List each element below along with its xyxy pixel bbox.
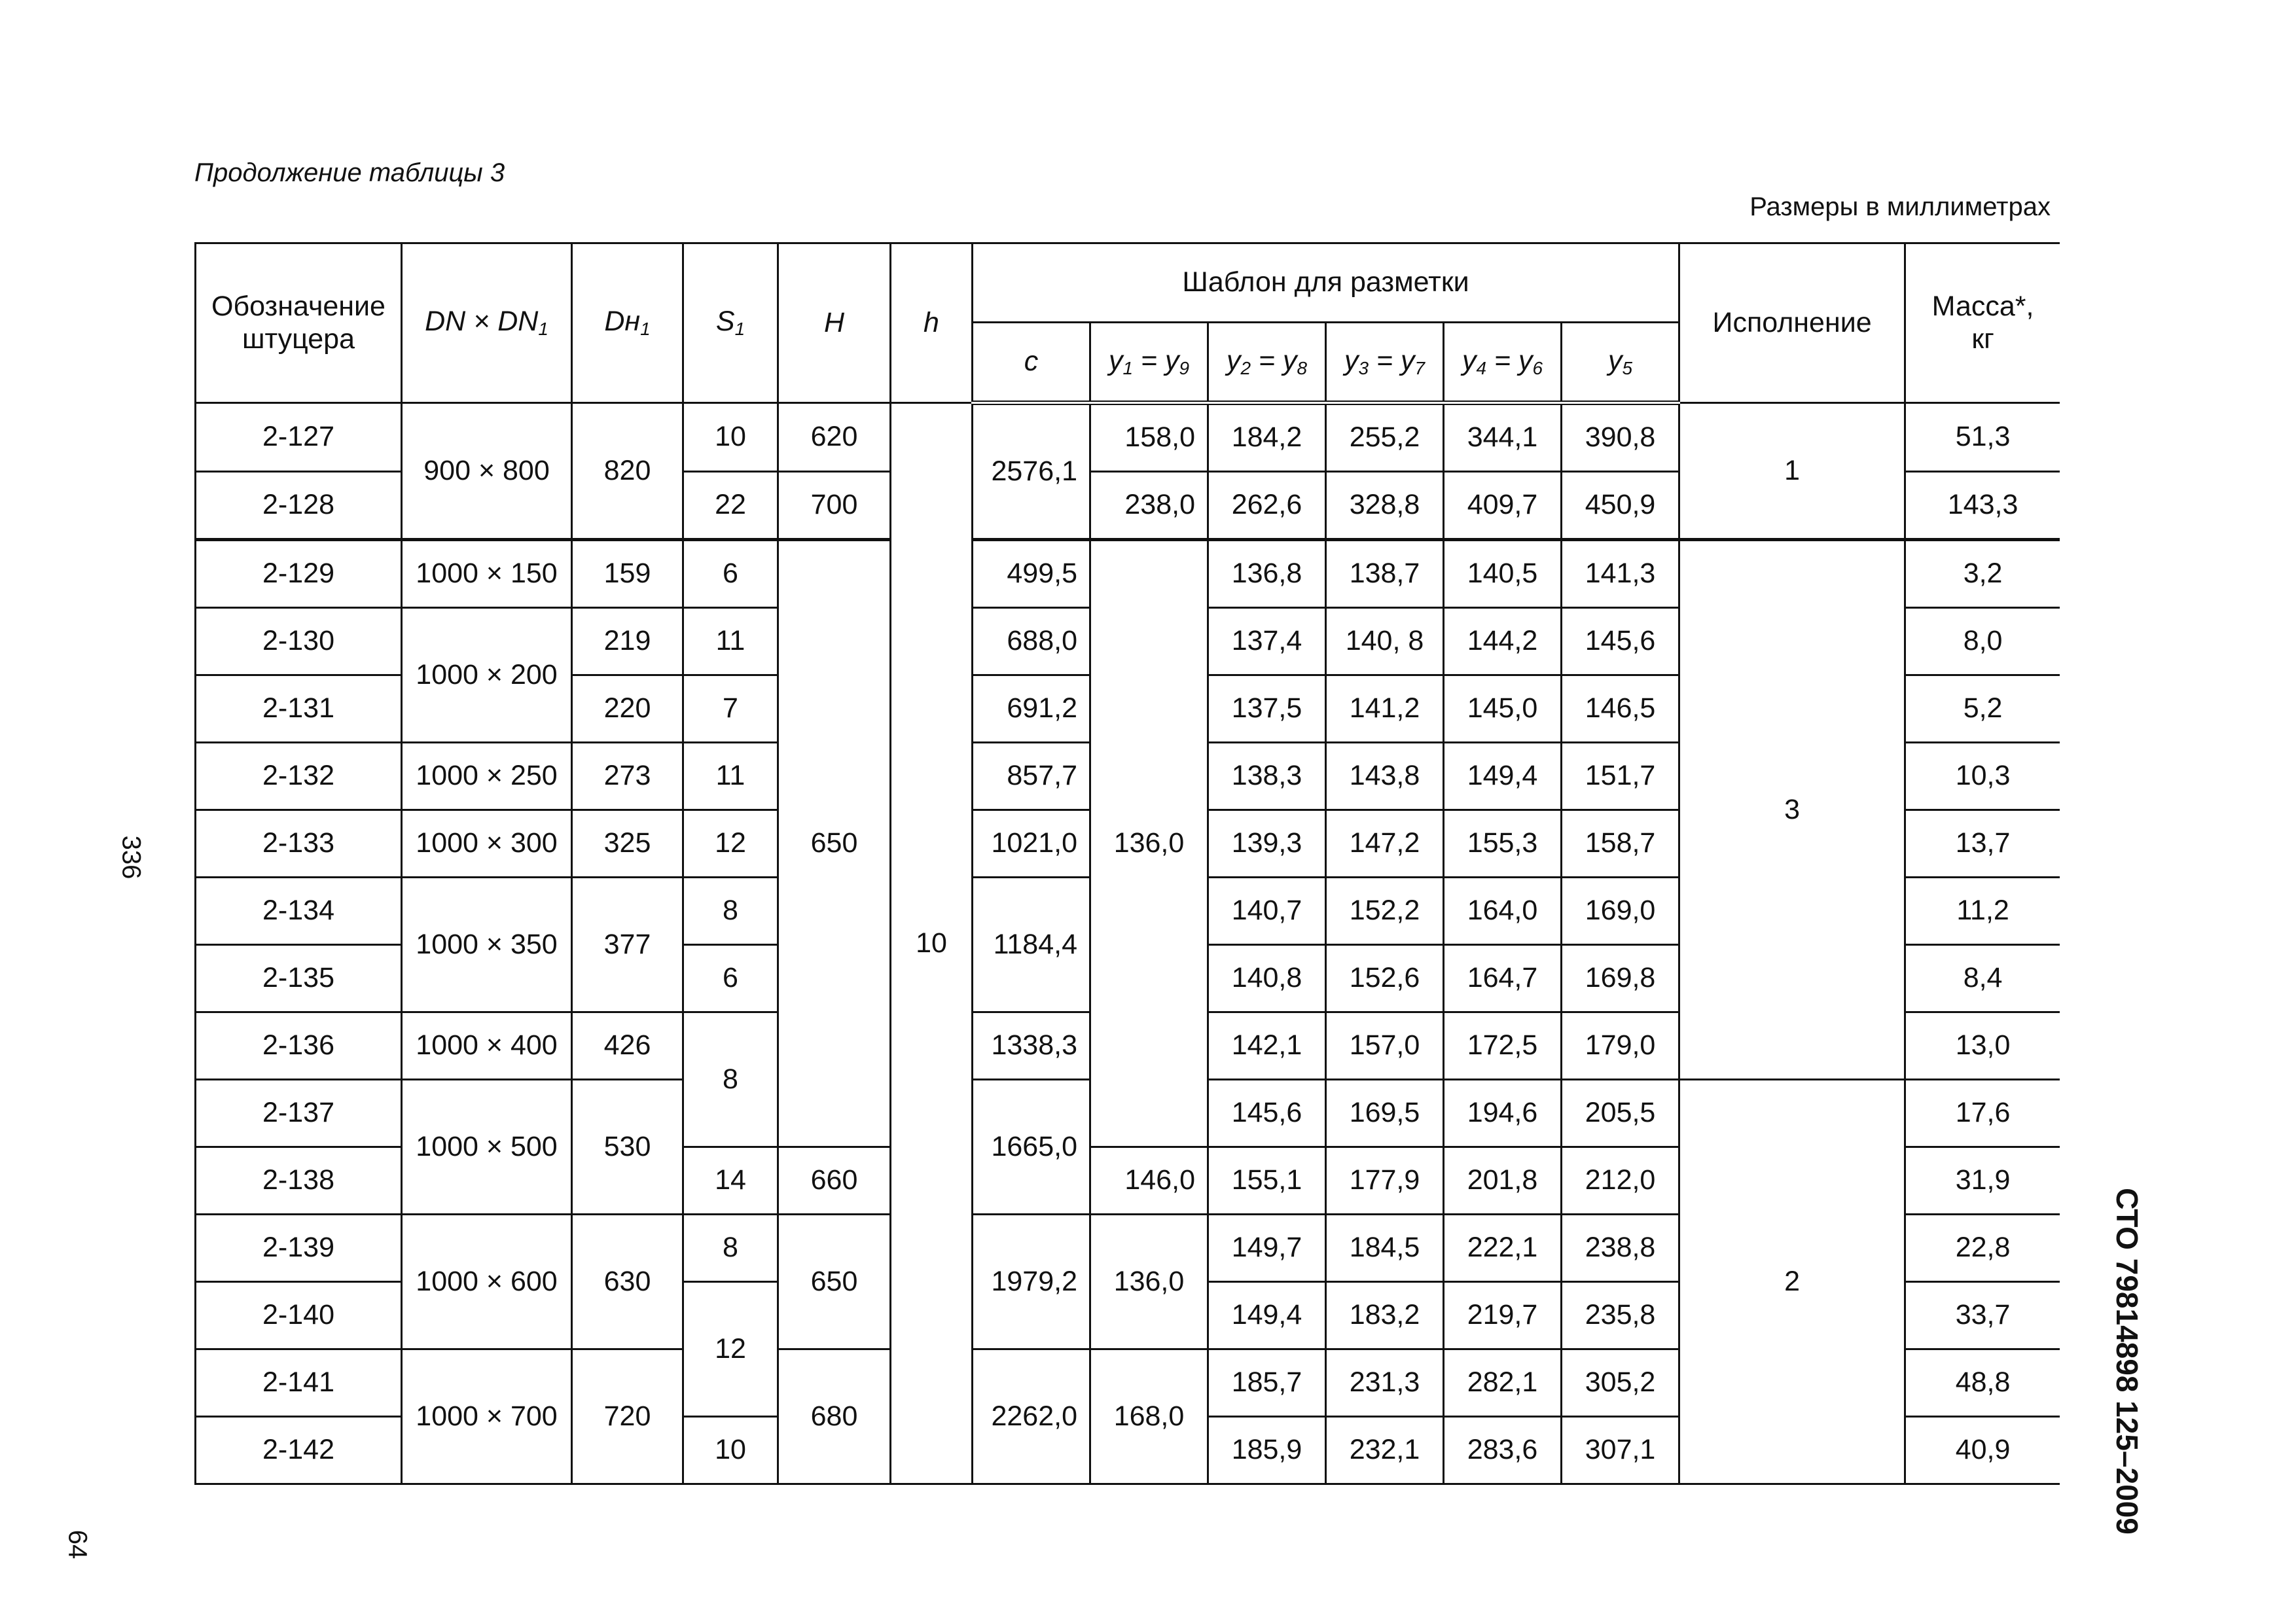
cell-dh: 426: [572, 1012, 683, 1080]
h-y3-sub: 3: [1358, 357, 1369, 378]
cell-y3-y7: 255,2: [1326, 403, 1444, 472]
cell-y3-y7: 328,8: [1326, 472, 1444, 540]
cell-dn: 1000 × 150: [402, 540, 572, 608]
cell-y2-y8: 185,7: [1208, 1349, 1326, 1417]
h-y4: y: [1462, 344, 1477, 376]
cell-designation: 2-138: [196, 1147, 402, 1215]
cell-y1-y9: 168,0: [1090, 1349, 1208, 1484]
cell-y2-y8: 185,9: [1208, 1417, 1326, 1484]
h-y7: = y: [1368, 344, 1415, 376]
cell-s: 12: [683, 1282, 778, 1417]
header-H: H: [778, 243, 891, 403]
header-dn-sub: 1: [538, 319, 548, 340]
cell-dh: 377: [572, 878, 683, 1012]
cell-mass: 31,9: [1905, 1147, 2060, 1215]
cell-y1-y9: 158,0: [1090, 403, 1208, 472]
cell-mass: 17,6: [1905, 1080, 2060, 1147]
header-s-text: S: [715, 306, 735, 338]
cell-y5: 450,9: [1562, 472, 1679, 540]
cell-dh: 820: [572, 403, 683, 540]
cell-s: 10: [683, 1417, 778, 1484]
cell-mass: 33,7: [1905, 1282, 2060, 1349]
cell-H: 650: [778, 1215, 891, 1349]
cell-y3-y7: 141,2: [1326, 675, 1444, 743]
header-y5: [1562, 323, 1679, 403]
cell-designation: 2-127: [196, 403, 402, 472]
cell-y5: 235,8: [1562, 1282, 1679, 1349]
cell-y5: 146,5: [1562, 675, 1679, 743]
cell-dn: 900 × 800: [402, 403, 572, 540]
cell-mass: 5,2: [1905, 675, 2060, 743]
cell-dn: 1000 × 600: [402, 1215, 572, 1349]
cell-y4-y6: 145,0: [1444, 675, 1562, 743]
cell-dh: 159: [572, 540, 683, 608]
cell-mass: 11,2: [1905, 878, 2060, 945]
cell-execution: 2: [1679, 1080, 1905, 1484]
header-c: c: [973, 323, 1090, 403]
cell-H: 680: [778, 1349, 891, 1484]
cell-designation: 2-140: [196, 1282, 402, 1349]
cell-c: 2262,0: [973, 1349, 1090, 1484]
header-execution: Исполнение: [1679, 243, 1905, 403]
side-page-number: 336: [117, 835, 146, 880]
header-mass-line2: кг: [1971, 323, 1994, 355]
cell-c: 2576,1: [973, 403, 1090, 540]
cell-designation: 2-128: [196, 472, 402, 540]
cell-y2-y8: 145,6: [1208, 1080, 1326, 1147]
header-s: [683, 243, 778, 403]
cell-s: 7: [683, 675, 778, 743]
cell-dn: 1000 × 500: [402, 1080, 572, 1215]
h-y5-sub: 5: [1622, 357, 1633, 378]
header-designation-line2: штуцера: [242, 323, 355, 355]
cell-y1-y9: 146,0: [1090, 1147, 1208, 1215]
cell-y4-y6: 140,5: [1444, 540, 1562, 608]
cell-s: 8: [683, 1012, 778, 1147]
cell-mass: 40,9: [1905, 1417, 2060, 1484]
cell-y2-y8: 149,7: [1208, 1215, 1326, 1282]
cell-c: 499,5: [973, 540, 1090, 608]
header-dh-sub: 1: [640, 319, 651, 340]
cell-designation: 2-131: [196, 675, 402, 743]
cell-y3-y7: 138,7: [1326, 540, 1444, 608]
cell-dh: 325: [572, 810, 683, 878]
cell-y1-y9: 136,0: [1090, 540, 1208, 1147]
cell-H: 660: [778, 1147, 891, 1215]
cell-y5: 238,8: [1562, 1215, 1679, 1282]
h-y1-sub: 1: [1122, 357, 1133, 378]
cell-y5: 212,0: [1562, 1147, 1679, 1215]
cell-designation: 2-135: [196, 945, 402, 1012]
h-y6-sub: 6: [1532, 357, 1543, 378]
cell-s: 12: [683, 810, 778, 878]
cell-y4-y6: 164,0: [1444, 878, 1562, 945]
cell-y3-y7: 184,5: [1326, 1215, 1444, 1282]
cell-y5: 151,7: [1562, 743, 1679, 810]
cell-y2-y8: 137,5: [1208, 675, 1326, 743]
cell-dn: 1000 × 700: [402, 1349, 572, 1484]
header-dn: [402, 243, 572, 403]
cell-s: 8: [683, 1215, 778, 1282]
header-dn-text: DN × DN: [425, 306, 539, 338]
h-y6: = y: [1486, 344, 1533, 376]
cell-y4-y6: 344,1: [1444, 403, 1562, 472]
cell-s: 22: [683, 472, 778, 540]
cell-c: 1338,3: [973, 1012, 1090, 1080]
cell-y3-y7: 140, 8: [1326, 608, 1444, 675]
cell-dn: 1000 × 200: [402, 608, 572, 743]
cell-y5: 169,0: [1562, 878, 1679, 945]
header-designation-line1: Обозначение: [211, 291, 386, 323]
cell-y5: 145,6: [1562, 608, 1679, 675]
h-y9-sub: 9: [1179, 357, 1190, 378]
table-row: [196, 540, 2060, 608]
cell-y4-y6: 219,7: [1444, 1282, 1562, 1349]
cell-mass: 51,3: [1905, 403, 2060, 472]
cell-y3-y7: 183,2: [1326, 1282, 1444, 1349]
cell-designation: 2-137: [196, 1080, 402, 1147]
cell-mass: 13,0: [1905, 1012, 2060, 1080]
cell-y3-y7: 152,6: [1326, 945, 1444, 1012]
cell-y1-y9: 238,0: [1090, 472, 1208, 540]
cell-mass: 22,8: [1905, 1215, 2060, 1282]
header-designation: [196, 243, 402, 403]
cell-s: 14: [683, 1147, 778, 1215]
cell-dn: 1000 × 250: [402, 743, 572, 810]
cell-y2-y8: 142,1: [1208, 1012, 1326, 1080]
cell-y3-y7: 157,0: [1326, 1012, 1444, 1080]
header-dh: [572, 243, 683, 403]
dimensions-table-wrapper: [194, 242, 2060, 1492]
cell-dn: 1000 × 350: [402, 878, 572, 1012]
h-y5: y: [1608, 344, 1623, 376]
cell-designation: 2-130: [196, 608, 402, 675]
cell-y4-y6: 144,2: [1444, 608, 1562, 675]
cell-y2-y8: 184,2: [1208, 403, 1326, 472]
cell-y3-y7: 152,2: [1326, 878, 1444, 945]
cell-c: 1665,0: [973, 1080, 1090, 1215]
cell-c: 1021,0: [973, 810, 1090, 878]
cell-y3-y7: 177,9: [1326, 1147, 1444, 1215]
cell-y5: 169,8: [1562, 945, 1679, 1012]
cell-y2-y8: 139,3: [1208, 810, 1326, 878]
cell-y5: 205,5: [1562, 1080, 1679, 1147]
cell-s: 8: [683, 878, 778, 945]
cell-mass: 8,4: [1905, 945, 2060, 1012]
cell-y2-y8: 262,6: [1208, 472, 1326, 540]
header-y1-y9: [1090, 323, 1208, 403]
header-y3-y7: [1326, 323, 1444, 403]
cell-y4-y6: 164,7: [1444, 945, 1562, 1012]
cell-designation: 2-133: [196, 810, 402, 878]
header-mass: [1905, 243, 2060, 403]
cell-y3-y7: 231,3: [1326, 1349, 1444, 1417]
header-s-sub: 1: [734, 319, 745, 340]
header-y2-y8: [1208, 323, 1326, 403]
cell-c: 691,2: [973, 675, 1090, 743]
h-y7-sub: 7: [1414, 357, 1426, 378]
cell-dh: 273: [572, 743, 683, 810]
cell-y4-y6: 222,1: [1444, 1215, 1562, 1282]
cell-mass: 10,3: [1905, 743, 2060, 810]
cell-dh: 220: [572, 675, 683, 743]
cell-H: 620: [778, 403, 891, 472]
cell-y4-y6: 149,4: [1444, 743, 1562, 810]
cell-designation: 2-142: [196, 1417, 402, 1484]
cell-y4-y6: 409,7: [1444, 472, 1562, 540]
h-y2-sub: 2: [1240, 357, 1251, 378]
header-mass-line1: Масса*,: [1931, 291, 2034, 323]
cell-y2-y8: 155,1: [1208, 1147, 1326, 1215]
cell-y5: 307,1: [1562, 1417, 1679, 1484]
cell-h: 10: [891, 403, 973, 1484]
cell-y5: 390,8: [1562, 403, 1679, 472]
cell-dn: 1000 × 400: [402, 1012, 572, 1080]
side-page-number-secondary: 64: [63, 1529, 92, 1560]
cell-y3-y7: 169,5: [1326, 1080, 1444, 1147]
cell-y2-y8: 149,4: [1208, 1282, 1326, 1349]
cell-s: 11: [683, 608, 778, 675]
cell-y4-y6: 155,3: [1444, 810, 1562, 878]
cell-designation: 2-139: [196, 1215, 402, 1282]
cell-y1-y9: 136,0: [1090, 1215, 1208, 1349]
cell-dh: 720: [572, 1349, 683, 1484]
cell-s: 11: [683, 743, 778, 810]
units-note: Размеры в миллиметрах: [1749, 192, 2051, 221]
cell-y4-y6: 201,8: [1444, 1147, 1562, 1215]
cell-mass: 13,7: [1905, 810, 2060, 878]
cell-y5: 141,3: [1562, 540, 1679, 608]
cell-y5: 305,2: [1562, 1349, 1679, 1417]
cell-c: 1184,4: [973, 878, 1090, 1012]
cell-c: 857,7: [973, 743, 1090, 810]
standard-designation: СТО 79814898 125–2009: [2110, 1188, 2144, 1535]
table-row: [196, 403, 2060, 472]
cell-mass: 48,8: [1905, 1349, 2060, 1417]
cell-c: 688,0: [973, 608, 1090, 675]
cell-y5: 158,7: [1562, 810, 1679, 878]
cell-dh: 219: [572, 608, 683, 675]
header-dh-text: Dн: [604, 306, 641, 338]
cell-execution: 1: [1679, 403, 1905, 540]
cell-y3-y7: 147,2: [1326, 810, 1444, 878]
cell-y2-y8: 136,8: [1208, 540, 1326, 608]
cell-y2-y8: 140,7: [1208, 878, 1326, 945]
cell-designation: 2-132: [196, 743, 402, 810]
cell-dh: 630: [572, 1215, 683, 1349]
header-y4-y6: [1444, 323, 1562, 403]
cell-designation: 2-136: [196, 1012, 402, 1080]
h-y8-sub: 8: [1297, 357, 1308, 378]
cell-y4-y6: 172,5: [1444, 1012, 1562, 1080]
cell-mass: 3,2: [1905, 540, 2060, 608]
header-template: Шаблон для разметки: [973, 243, 1679, 323]
cell-designation: 2-134: [196, 878, 402, 945]
cell-designation: 2-141: [196, 1349, 402, 1417]
cell-H: 700: [778, 472, 891, 540]
h-y9: = y: [1132, 344, 1179, 376]
cell-dh: 530: [572, 1080, 683, 1215]
cell-execution: 3: [1679, 540, 1905, 1080]
cell-y4-y6: 283,6: [1444, 1417, 1562, 1484]
cell-y3-y7: 143,8: [1326, 743, 1444, 810]
cell-y2-y8: 138,3: [1208, 743, 1326, 810]
table-continuation-caption: Продолжение таблицы 3: [194, 158, 505, 187]
h-y3: y: [1344, 344, 1359, 376]
cell-y4-y6: 282,1: [1444, 1349, 1562, 1417]
header-h: h: [891, 243, 973, 403]
h-y8: = y: [1250, 344, 1297, 376]
cell-dn: 1000 × 300: [402, 810, 572, 878]
cell-s: 6: [683, 945, 778, 1012]
cell-c: 1979,2: [973, 1215, 1090, 1349]
cell-y5: 179,0: [1562, 1012, 1679, 1080]
cell-mass: 143,3: [1905, 472, 2060, 540]
cell-y3-y7: 232,1: [1326, 1417, 1444, 1484]
h-y4-sub: 4: [1476, 357, 1486, 378]
cell-mass: 8,0: [1905, 608, 2060, 675]
cell-y2-y8: 140,8: [1208, 945, 1326, 1012]
cell-s: 6: [683, 540, 778, 608]
h-y1: y: [1108, 344, 1123, 376]
cell-y4-y6: 194,6: [1444, 1080, 1562, 1147]
cell-designation: 2-129: [196, 540, 402, 608]
h-y2: y: [1226, 344, 1241, 376]
cell-H: 650: [778, 540, 891, 1147]
dimensions-table: [194, 242, 2060, 1485]
cell-s: 10: [683, 403, 778, 472]
cell-y2-y8: 137,4: [1208, 608, 1326, 675]
